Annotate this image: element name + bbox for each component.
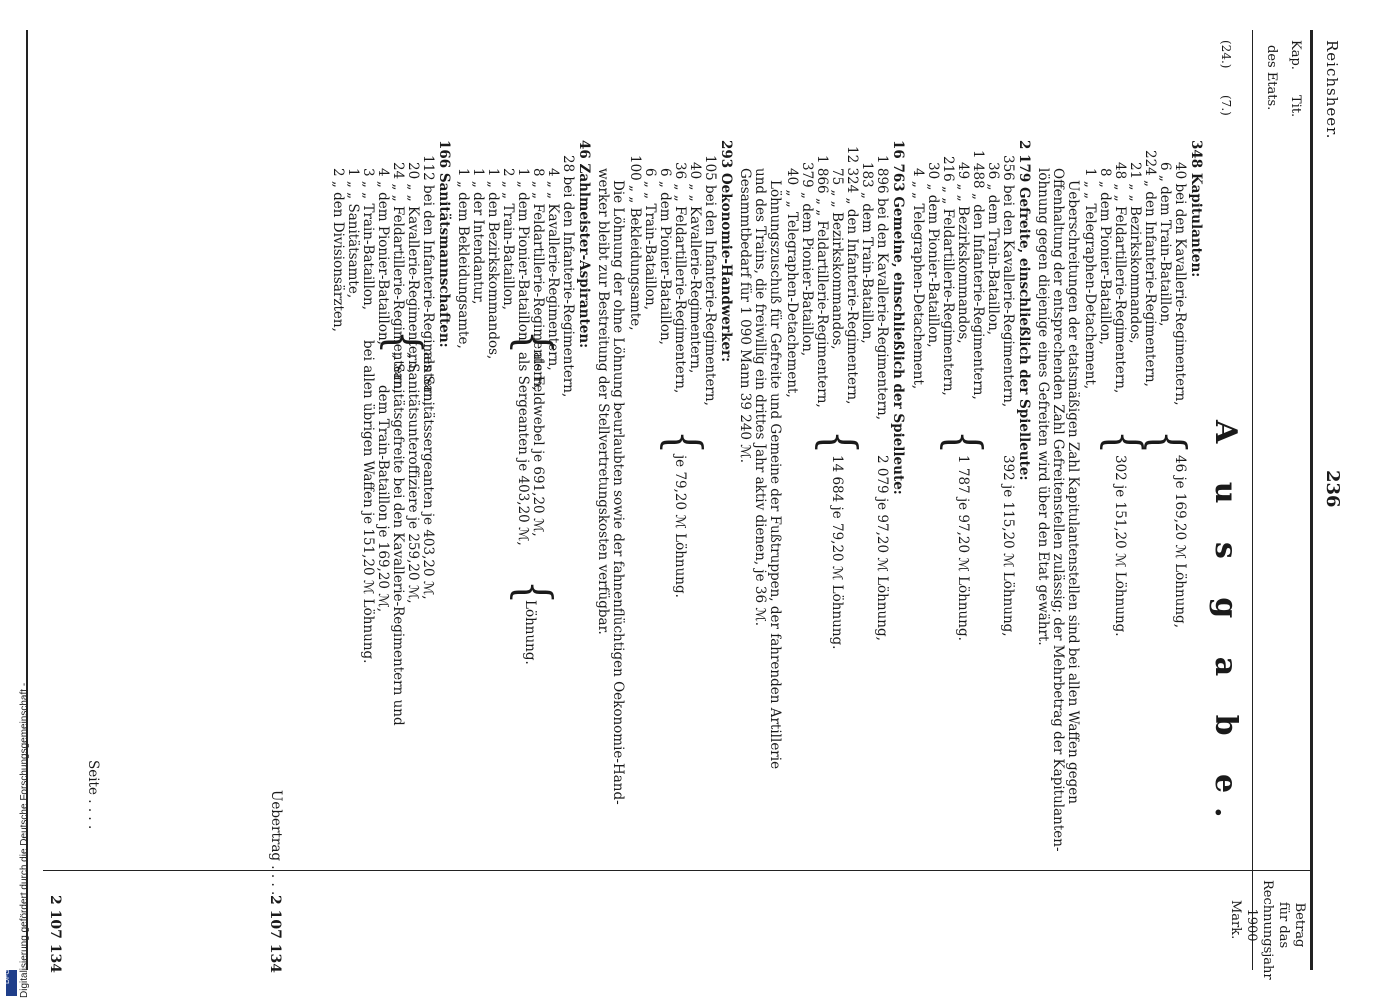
brace: { <box>1096 430 1152 455</box>
text-line: 4 „ „ Kavallerie-Regimentern, <box>545 168 561 371</box>
text-line: 28 bei den Infanterie-Regimentern, <box>560 155 576 398</box>
text-line: 36 „ dem Train-Bataillon, <box>985 162 1001 336</box>
text-line: 1 „ „ Telegraphen-Detachement, <box>1082 168 1098 390</box>
text-line: 24 „ „ Feldartillerie-Regimentern, <box>390 162 406 394</box>
text-line: 46 je 169,20 ℳ Löhnung, <box>1172 455 1188 628</box>
text-line: 224 „ den Infanterie-Regimentern, <box>1142 150 1158 387</box>
heading-sanitaetsmannschaften: 166 Sanitätsmannschaften: <box>436 140 452 348</box>
text-line: 8 „ dem Pionier-Bataillon, <box>1097 168 1113 345</box>
text-line: 1 „ dem Pionier-Bataillon, <box>515 168 531 345</box>
column-head-kap: Kap. <box>1288 40 1303 70</box>
text-line: 356 bei den Kavallerie-Regimentern, <box>1000 155 1016 408</box>
section-title: A u s g a b e. <box>1208 420 1243 832</box>
text-line: als Feldwebel je 691,20 ℳ, <box>530 352 546 537</box>
text-line: „ Sanitätsunteroffiziere je 259,20 ℳ, <box>405 352 421 604</box>
text-line: 4 „ „ Telegraphen-Detachement, <box>910 168 926 390</box>
text-line: 379 „ dem Pionier-Bataillon, <box>799 162 815 357</box>
text-line: 4 „ dem Pionier-Bataillon, <box>375 168 391 345</box>
text-line: 40 „ „ Telegraphen-Detachement, <box>784 168 800 398</box>
text-line: Offenhaltung der entsprechenden Zahl Gefreitenstellen zulässig; der Mehrbetrag der Kapitulanten- <box>1050 168 1066 852</box>
text-line: 6 „ „ Train-Bataillon, <box>642 168 658 311</box>
dfg-attribution <box>4 2 30 998</box>
text-line: 3 „ „ Train-Bataillon, <box>360 168 376 311</box>
text-line: 2 „ den Divisionsärzten, <box>330 168 346 332</box>
amount-head-line: für das <box>1276 901 1291 949</box>
text-line: dem Train-Bataillon je 169,20 ℳ, <box>375 385 391 613</box>
text-line: 20 „ „ Kavallerie-Regimentern, <box>405 162 421 374</box>
heading-gemeine: 16 763 Gemeine, einschließlich der Spielleute: <box>890 140 906 495</box>
text-line: 30 „ dem Pionier-Bataillon, <box>925 162 941 348</box>
text-line: werker bleibt zur Bestreitung der Stellvertretungskosten verfügbar. <box>595 168 611 635</box>
text-line: Löhnungszuschuß für Gefreite und Gemeine der Fußtruppen, der fahrenden Artillerie <box>767 180 783 770</box>
text-line: 1 866 „ „ Feldartillerie-Regimentern, <box>814 155 830 408</box>
text-line: 75 „ „ Bezirkskommandos, <box>829 168 845 350</box>
running-header: Reichsheer. <box>1323 40 1341 140</box>
text-line: Die Löhnung der ohne Löhnung beurlaubten sowie der fahnenflüchtigen Oekonomie-Hand- <box>610 180 626 805</box>
text-line: 392 je 115,20 ℳ Löhnung, <box>1000 455 1016 637</box>
text-line: 14 684 je 79,20 ℳ Löhnung. <box>829 455 845 650</box>
text-line: 1 „ der Intendantur, <box>470 168 486 305</box>
text-line: 1 „ den Bezirkskommandos, <box>485 168 501 360</box>
text-line: Gesammtbedarf für 1 090 Mann 39 240 ℳ. <box>737 168 753 464</box>
text-line: 40 „ „ Kavallerie-Regimentern, <box>687 162 703 374</box>
text-line: 8 „ „ Feldartillerie-Regimentern, <box>530 168 546 391</box>
brace: { <box>376 330 432 355</box>
amount-column-rule <box>43 870 1313 871</box>
text-line: als Sergeanten je 403,20 ℳ, <box>515 352 531 546</box>
kap-value: (24.) <box>1219 40 1233 69</box>
text-line: 302 je 151,20 ℳ Löhnung. <box>1112 455 1128 637</box>
text-line: 12 324 „ den Infanterie-Regimentern, <box>844 146 860 405</box>
heading-kapitulanten: 348 Kapitulanten: <box>1188 140 1204 278</box>
text-line: 21 „ „ Bezirkskommandos, <box>1127 162 1143 344</box>
text-line: 2 079 je 97,20 ℳ Löhnung, <box>874 455 890 641</box>
brace: { <box>656 430 712 455</box>
text-line: 6 „ dem Pionier-Bataillon, <box>657 168 673 345</box>
heading-oekonomie-handwerker: 293 Oekonomie-Handwerker: <box>718 140 734 363</box>
text-line: löhnung gegen diejenige eines Gefreiten wird über den Etat gewährt. <box>1035 168 1051 646</box>
dfg-logo <box>6 970 17 996</box>
column-head-des-etats: des Etats. <box>1264 45 1279 111</box>
heading-gefreite: 2 179 Gefreite, einschließlich der Spielleute: <box>1016 140 1032 481</box>
text-line: 1 „ „ Sanitätsamte, <box>345 168 361 299</box>
heading-zahlmeister-aspiranten: 46 Zahlmeister-Aspiranten: <box>576 140 592 349</box>
amount-head-line: 1900 <box>1244 908 1259 942</box>
tit-value: (7.) <box>1219 95 1233 116</box>
text-line: Löhnung. <box>522 600 538 665</box>
text-line: 40 bei den Kavallerie-Regimentern, <box>1172 162 1188 406</box>
brace: { <box>506 580 562 605</box>
brace: { <box>506 330 562 355</box>
amount-head-line: Rechnungsjahr <box>1260 880 1275 980</box>
column-head-tit: Tit. <box>1288 95 1303 118</box>
text-line: 1 488 „ den Infanterie-Regimentern, <box>970 150 986 400</box>
text-line: 36 „ „ Feldartillerie-Regimentern, <box>672 162 688 394</box>
text-line: 6 „ dem Train-Bataillon, <box>1157 162 1173 327</box>
page-number: 236 <box>1322 470 1343 508</box>
text-line: je 79,20 ℳ Löhnung. <box>672 455 688 598</box>
text-line: und des Trains, die freiwillig ein drittes Jahr aktiv dienen, je 36 ℳ. <box>752 168 768 627</box>
text-line: 105 bei den Infanterie-Regimentern, <box>702 155 718 406</box>
dfg-logo-text: DFG <box>4 969 11 984</box>
text-line: 49 „ „ Bezirkskommandos, <box>955 162 971 344</box>
text-line: 216 „ „ Feldartillerie-Regimentern, <box>940 156 956 396</box>
text-line: 48 „ „ Feldartillerie-Regimentern, <box>1112 162 1128 394</box>
text-line: 112 bei den Infanterie-Regimentern, <box>420 155 436 406</box>
column-head-mark: Mark. <box>1228 900 1243 940</box>
carry-label: Uebertrag . . . . <box>268 790 284 896</box>
brace: { <box>1140 430 1196 455</box>
seite-label: Seite . . . . <box>85 760 101 830</box>
brace: { <box>936 430 992 455</box>
text-line: als Sanitätssergeanten je 403,20 ℳ, <box>420 352 436 600</box>
text-line: 183 „ dem Train-Bataillon, <box>859 162 875 344</box>
text-line: bei allen übrigen Waffen je 151,20 ℳ Löhnung. <box>360 340 376 664</box>
top-rule <box>1310 30 1313 970</box>
text-line: „ Sanitätsgefreite bei den Kavallerie-Regimentern und <box>390 352 406 726</box>
amount-head-line: Betrag <box>1292 902 1307 948</box>
footer-value: 2 107 134 <box>47 895 63 973</box>
text-line: 100 „ „ Bekleidungsamte, <box>627 155 643 331</box>
text-line: 1 „ dem Bekleidungsamte, <box>455 168 471 349</box>
carry-value: 2 107 134 <box>267 895 283 973</box>
column-head-amount <box>1243 880 1307 980</box>
text-line: Ueberschreitungen der etatsmäßigen Zahl Kapitulantenstellen sind bei allen Waffen gegen <box>1065 180 1081 804</box>
dfg-text: Digitalisierung gefördert durch die Deutsche Forschungsgemeinschaft - <box>19 682 30 998</box>
brace: { <box>811 430 867 455</box>
header-rule <box>1252 30 1253 970</box>
text-line: 1 896 bei den Kavallerie-Regimentern, <box>874 155 890 421</box>
text-line: 2 „ „ Train-Bataillon, <box>500 168 516 311</box>
text-line: 1 787 je 97,20 ℳ Löhnung. <box>955 455 971 641</box>
